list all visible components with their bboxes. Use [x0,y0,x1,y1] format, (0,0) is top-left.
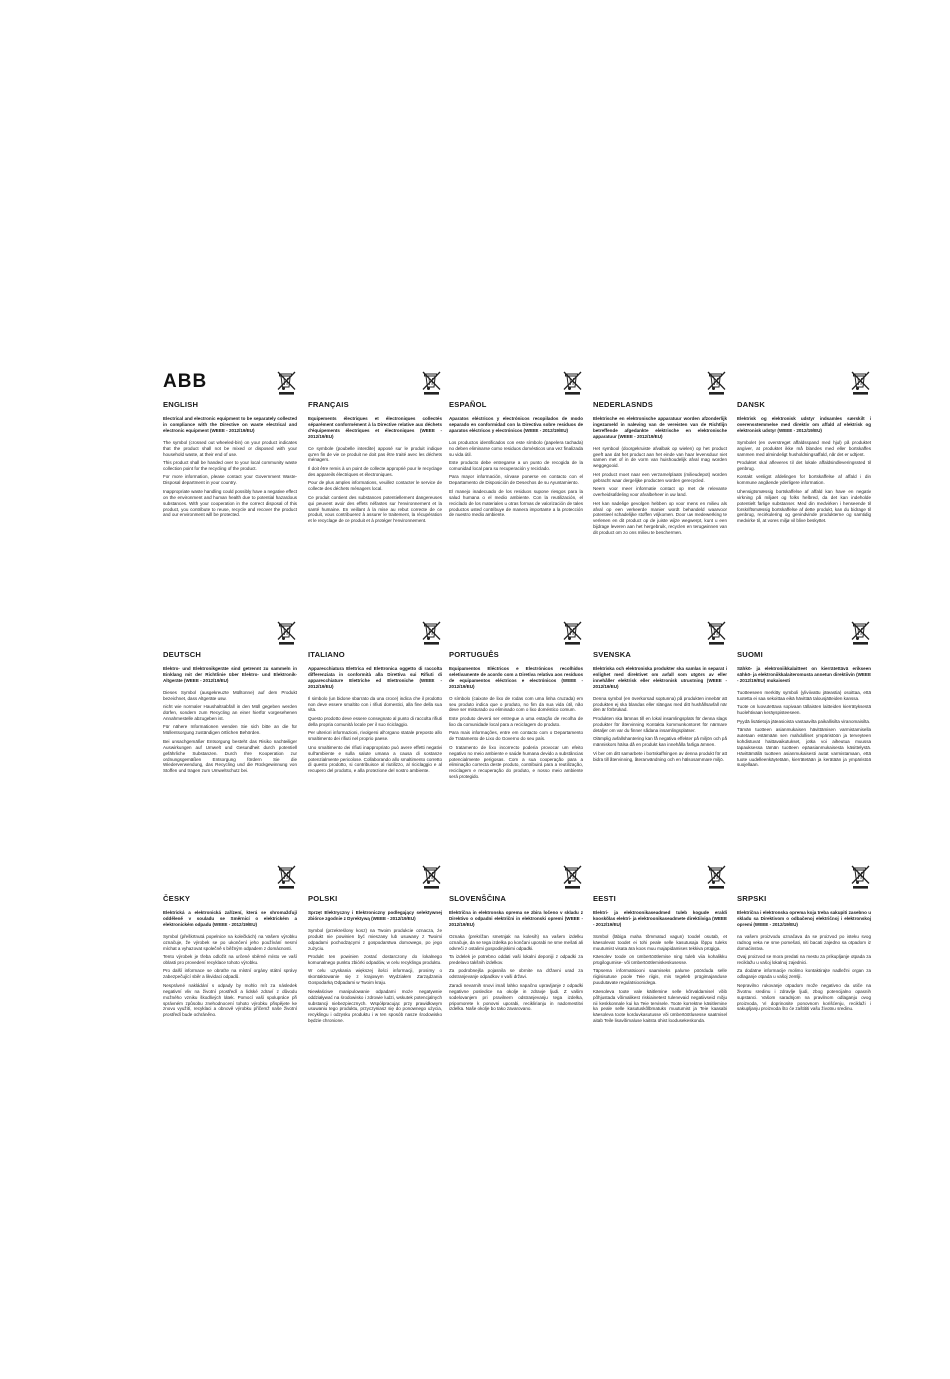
crossed-wheelie-bin-icon [276,864,298,890]
crossed-wheelie-bin-icon [706,370,728,396]
section-body [163,910,297,1021]
crossed-wheelie-bin-icon [706,864,728,890]
crossed-wheelie-bin-icon [276,620,298,646]
section-body [593,416,727,539]
language-heading: DEUTSCH [163,650,202,659]
directive-lead: Electrical and electronic equipment to be separately collected in compliance with the Directive on waste electrical and electronic equipment (WEEE - 2012/19/EU) [163,416,297,433]
language-heading: SUOMI [737,650,763,659]
section-body [308,666,442,777]
directive-lead: Sähkö- ja elektroniikkalaitteet on kierrätettävä erikseen sähkö- ja elektroniikkalaiteromusta annetun direktiivin (WEEE - 2012/19/EU) mukaisesti [737,666,871,683]
paragraph: El manejo inadecuado de los residuos supone riesgos para la salud humana o el medio ambiente. Con la reutilización, el reciclado de los materiales u otras formas de valorización de tales productos usted contribuye de manera importante a la protección de nuestro medio ambiente. [449,488,583,518]
paragraph: Nesprávné nakládání s odpady by mohlo mít za následek negativní vliv na životní prostředí a lidské zdraví z důvodu možného vzniku škodlivých látek. Pomocí vaší spolupráce při správném způsobu znehodnocení tohoto výrobku přispějete ke znovu využití, recyklaci a obnově výrobku přičemž naše životní prostředí bude ochráněno. [163,982,297,1018]
directive-lead: Elektrisk og elektronisk udstyr indsamles særskilt i overensstemmelse med direktiv om affald af elektrisk og elektronisk udstyr (WEEE - 2012/19/EU) [737,416,871,433]
directive-lead: Elektri- ja elektroonikaseadmed tuleb kogude eraldi kooskõlas elektri- ja elektroonikaseadmete direktiiviga (WEEE - 2012/19/EU) [593,910,727,927]
paragraph: Pyydä lisätietoja jäteasioista vastaavilta paikallisilta viranomaisilta. [737,718,871,724]
crossed-wheelie-bin-icon [562,620,584,646]
paragraph: The symbol (crossed out wheeled-bin) on your product indicates that the product shall not be mixed or disposed with your household waste, at their end of use. [163,439,297,457]
paragraph: Tämän tuotteen asianmukaisen hävittämisen varmistamisella autetaan estämään sen mahdolliset ympäristöön ja terveyteen kohdistuvat haittavaikutukset, jotka voi aiheutua muussa tapauksessa tämän tuotteen epäasianmukaisesta käsittelystä. Hävittämällä tuotteen asianmukaisesti autat varmistamaan, että tuote uudelleenkäytetään, kierrätetään ja kerätään ja ympäristöä suojellaan. [737,727,871,768]
paragraph: Questo prodotto deve essere consegnato al punto di raccolta rifiuti della propria comunità locale per il suo riciclaggio. [308,715,442,727]
paragraph: Het symbool (doorgekruiste afvalbak op wielen) op het product geeft aan dat het product aan het einde van haar levensduur niet samen met of in de vorm van huishoudelijk afval mag worden weggegooid. [593,445,727,469]
paragraph: Tuotteeseen merkitty symboli (yliviivattu jäteastia) osoittaa, että tuotetta ei saa sekoittaa eikä hävittää talousjätteiden kanssa. [737,689,871,701]
paragraph: For more information, please contact your Government Waste-Disposal department in your country. [163,474,297,486]
paragraph: Los productos identificados con este símbolo (papelera tachada) no deben eliminarse como residuos domésticos una vez finalizada su vida útil. [449,439,583,457]
paragraph: Produkten ska lämnas till en lokal insamlingsplats för denna slags produkter för återvinning Kontakta kommunkontoret för närmare detaljer om var du finner sådana insamlingsplatser. [593,715,727,733]
abb-logo: ABB [163,371,208,392]
language-heading: ESPAÑOL [449,400,487,409]
language-heading: SLOVENŠČINA [449,894,507,903]
directive-lead: Električna i elektronska oprema koja treba sakupiti zasebno u skladu sa Direktivom o odbačenoj električnoj i elektronskoj opremi (WEEE - 2012/19/EU) [737,910,871,927]
paragraph: Ta izdelek je potrebno oddati vaši lokalni deponiji z odpadki za predelavo takšnih izdelkov. [449,954,583,965]
paragraph: Tento výrobek je třeba odložit na určené sběrné místo ve vaší oblasti pro provedení recyklace tohoto výrobku. [163,954,297,965]
paragraph: Oznaka (prekrižan smetnjak na kolesih) na vašem izdelku označuje, da se tega izdelka po končani uporabi ne sme mešati ali odvreči z ostalimi gospodinjskimi odpadki. [449,933,583,951]
section-body [449,416,583,521]
paragraph: Produktet skal afleveres til det lokale affaldsindleveringssted til genbrug. [737,460,871,471]
directive-lead: Elektriska och elektroniska produkter ska samlas in separat i enlighet med direktivet om avfall som utgörs av eller innehåller elektrisk eller elektronisk utrustning (WEEE - 2012/19/EU) [593,666,727,689]
paragraph: Vi ber om ditt samarbete i bortskaffningen av denna produkt för att bidra till återvinning, återanvändning och en hälsosammare miljö. [593,750,727,762]
language-heading: FRANÇAIS [308,400,349,409]
paragraph: Bei unsachgemäßer Entsorgung besteht das Risiko nachteiliger Auswirkungen auf Umwelt und Gesundheit durch potentiell gefährliche Substanzen. Durch Ihre Kooperation zur ordnungsgemäßen Entsorgung fördern Sie die Wiederverwendung, das Recycling und die Rückgewinnung von Stoffen und tragen zum Umweltschutz bei. [163,738,297,774]
section-body [593,666,727,765]
paragraph: Symbol (przekreślony kosz) na Twoim produkcie oznacza, że produkt nie powinien być mieszany lub usuwany z Twoimi odpadami pochodzącymi z gospodarstwa domowego, po jego zużyciu. [308,927,442,951]
paragraph: Para mayor información, sírvase ponerse en contacto con el Departamento de Disposición de Desechos de su Ayuntamiento. [449,474,583,486]
paragraph: Ce symbole (poubelle interdite) apposé sur le produit indique qu'en fin de vie ce produit ne doit pas être traité avec les déchets ménagers. [308,445,442,463]
paragraph: Käesoleva toote vale käitlemine selle kõrvaldamisel võib põhjustada võimalikest riskiainetest tulenevaid negatiivseid mõju nii keskkonnale kui ka Teie tervisele. Toote korrektne käsitlemine ka peale selle kasutuskõlbmatuks muutumist ja Teie kaasabi käesoleva toote korduvkasutusse või ümbertöötlusesse saatmisel aitab Teile lisavõimaluse kaitsta ühist loodusekeskonda. [593,988,727,1024]
paragraph: Za dodatne informacije molimo kontaktirajte nadležni organ za odlaganje otpada u vašoj zemlji. [737,968,871,980]
language-heading: DANSK [737,400,766,409]
section-body [449,910,583,1015]
section-body [737,416,871,527]
paragraph: Il doit être remis à un point de collecte approprié pour le recyclage des appareils électriques et électroniques. [308,465,442,477]
crossed-wheelie-bin-icon [276,370,298,396]
paragraph: Uno smaltimento dei rifiuti inappropriato può avere effetti negativi sull'ambiente e sulla salute umana a causa di sostanze potenzialmente pericolose. Collaborando allo smaltimento corretto di questo prodotto, si contribuisce al riutilizzo, al riciclaggio e al recupero del prodotto, e alla protezione del nostro ambiente. [308,744,442,774]
language-heading: SVENSKA [593,650,632,659]
directive-lead: Apparecchiatura Elettrica ed Elettronica oggetto di raccolta differenziata in conformità alla Direttiva sui Rifiuti di apparecchiature Elettriche ed Elettroniche (WEEE - 2012/19/EU) [308,666,442,689]
paragraph: Het kan nadelige gevolgen hebben op voor mens en milieu als afval op een verkeerde manier wordt behandeld waarvoor potentieel schadelijke stoffen vrijkomen. Door uw medewerking te verlenen en dit product op de juiste wijze wegwerpt, kunt u een bijdrage leveren aan het hergebruik, recyclen en terugwinnen van dit product om zo ons milieu te beschermen. [593,500,727,536]
directive-lead: Električna in elektronska oprema se zbira ločeno v skladu z Direktivo o odpadni električni in elektronski opremi (WEEE - 2012/19/EU) [449,910,583,927]
paragraph: Tuote on luovutettava sopivaan tällaisten laitteiden kierrätyksestä huolehtivaan keräyspisteeseen. [737,704,871,716]
crossed-wheelie-bin-icon [850,864,872,890]
directive-lead: Equipements électriques et électroniques collectés séparément conformément à la Directive relative aux déchets d'équipements électriques et électroniques (WEEE - 2012/19/EU) [308,416,442,439]
paragraph: Olämplig avfallshantering kan få negativa effekter på miljön och på människors hälsa då en produkt kan innehålla farliga ämnen. [593,736,727,748]
section-body [449,666,583,783]
paragraph: Za podrobnejša pojasnila se obrnite na državni urad za odstranjevanje odpadkov v vaši državi. [449,968,583,980]
directive-lead: Sprzęt Elektryczny i Elektroniczny podlegający selektywnej zbiórce zgodnie z Dyrektywą (WEEE - 2012/19/EU) [308,910,442,921]
section-body [163,666,297,777]
paragraph: Dieses Symbol (ausgekreuzte Mülltonne) auf dem Produkt bezeichnet, dass Altgeräte usw. [163,689,297,701]
paragraph: Pro další informace se obraťte na místní orgány státní správy zabezpečující sběr a likvidaci odpadů. [163,968,297,980]
section-body [308,416,442,527]
paragraph: Para mais informações, entre em contacto com o Departamento de Tratamento de Lixo do Governo do seu país. [449,730,583,742]
crossed-wheelie-bin-icon [706,620,728,646]
directive-lead: Elektrische en elektronische apparatuur worden afzonderlijk ingezameld in naleving van de vereisten van de Richtlijn betreffende afgedankte elektrische en elektronische apparatuur (WEEE - 2012/19/EU) [593,416,727,439]
paragraph: Niewłaściwe manipulowanie odpadami może negatywnie oddziaływać na środowisko i zdrowie ludzi, wskutek potencjalnych substancji niebezpiecznych. Współpracując przy prawidłowym usuwaniu tego produktu, przyczyniasz się do ponownego użycia, recyklingu i odzysku produktu i w ten sposób nasze środowisko będzie chronione. [308,988,442,1024]
directive-lead: Equipamentos Eléctricos e Electrónicos recolhidos seletivamente de acordo com a Diretiva relativa aos resíduos de equipamentos eléctricos e electrónicos (WEEE - 2012/19/EU) [449,666,583,689]
paragraph: Denna symbol (en överkorsad soptunna) på produkten innebär att produkten ej ska blandas eller slängas med ditt hushållsavfall när den är förbrukad. [593,695,727,713]
language-heading: EESTI [593,894,616,903]
paragraph: Neem voor meer informatie contact op met de relevante overheidsafdeling voor afvalbeheer in uw land. [593,486,727,498]
directive-lead: Elektro- und Elektronikgeräte sind getrennt zu sammeln in Einklang mit der Richtlinie über Elektro- und Elektronik-Altgeräte (WEEE - 2012/19/EU) [163,666,297,683]
crossed-wheelie-bin-icon [850,370,872,396]
directive-lead: Elektrická a elektronická zařízení, která se shromažďují odděleně v souladu se Směrnicí o elektrickém a elektronickém odpadu (WEEE - 2012/19/EU) [163,910,297,927]
paragraph: Produkt ten powinien zostać dostarczony do lokalnego komunalnego punktu zbiórki odpadów, w celu recyklingu produktu. [308,954,442,965]
paragraph: Inappropriate waste handling could possibly have a negative effect on the environment and human health due to potential hazardous substances. With your cooperation in the correct disposal of this product, you contribute to reuse, recycle and recover the product and our environment will be protected. [163,488,297,518]
language-heading: ENGLISH [163,400,199,409]
paragraph: O tratamento de lixo incorrecto poderia provocar um efeito negativo no meio ambiente e saúde humana devido a substâncias potencialmente perigosas. Com a sua cooperação para a eliminação correcta deste produto, contribuirá para a reutilização, reciclagem e recuperação do produto, e nosso meio ambiente será protegido. [449,744,583,780]
crossed-wheelie-bin-icon [421,864,443,890]
paragraph: Este producto debe entregarse a un punto de recogida de la comunidad local para su recuperación y reciclado. [449,460,583,471]
crossed-wheelie-bin-icon [421,620,443,646]
paragraph: Täpsema informatsiooni saamiseks palume pöörduda selle riigisisutuse poole Teie riigis, mis tegeleb prügimajanduse puudutavate regulatsioonidega. [593,968,727,986]
section-body [593,910,727,1027]
section-body [737,666,871,771]
paragraph: Este produto deverá ser entregue a uma estação de recolha de lixo da comunidade local para a reciclagem do produto. [449,715,583,727]
paragraph: W celu uzyskania większej ilości informacji, prosimy o skontaktowanie się z krajowym Wydziałem Zarządzania Gospodarką Odpadami w Twoim kraju. [308,968,442,986]
paragraph: Per ulteriori informazioni, rivolgersi all'organo statale preposto allo smaltimento dei rifiuti nel proprio paese. [308,730,442,742]
paragraph: Symbolet (en overstreget affaldsspand med hjul) på produktet angiver, at produktet ikke må blandes med eller bortskaffes sammen med almindeligt husholdningsaffald, når det er udtjent. [737,439,871,457]
paragraph: nicht wie normaler Haushaltsabfall in den Müll gegeben werden dürfen, sondern zum Recycling an einer hierfür vorgesehenen Annahmestelle abzugeben ist. [163,704,297,721]
crossed-wheelie-bin-icon [850,620,872,646]
paragraph: Zaradi nevarnih snovi imaš lahko napačno upravljanje z odpadki negativne posledice na okolje in zdravje ljudi. Z vašim sodelovanjem pri pravilnem odstranjevanju tega izdelka, pripomorete k ponovni uporabi, reciklirianju in nadomestitvi izdelka. Naše okolje bo tako zavarovano. [449,982,583,1012]
language-heading: ČESKY [163,894,191,903]
paragraph: Il simbolo (un bidone sbarrato da una croce) indica che il prodotto non deve essere smaltito con i rifiuti domestici, alla fine della sua vita. [308,695,442,713]
paragraph: Für nähere Informationen wenden Sie sich bitte an die für Müllentsorgung zuständigen örtlichen Behörden. [163,724,297,736]
language-heading: SRPSKI [737,894,767,903]
paragraph: Het product moet naar een verzamelplaats (milieudepot) worden gebracht waar dergelijke producten worden gerecycled. [593,471,727,483]
paragraph: Ce produit contient des substances potentiellement dangereuses qui peuvent avoir des effets néfastes sur l'environnement et la santé humaine. En veillant à la mise au rebut correcte de ce produit, vous contribuerez à assurer le traitement, la récupération et le recyclage de ce produit et à protéger l'environnement. [308,494,442,524]
paragraph: na vašem proizvodu označava da se proizvod po isteku svog radnog veka ne sme pomešati, niti bacati zajedno sa otpadom iz domaćinstva. [737,933,871,951]
paragraph: Ovaj proizvod se mora predati na mestu za prikupljanje otpada za reciklažu u vašoj lokalnoj zajednici. [737,954,871,965]
section-body [737,910,871,1015]
language-heading: POLSKI [308,894,338,903]
directive-lead: Aparatos eléctricos y electrónicos recopilados de modo separado en conformidad con la Directiva sobre residuos de aparatos eléctricos y electrónicos (WEEE - 2012/19/EU) [449,416,583,433]
language-heading: PORTUGUÊS [449,650,499,659]
paragraph: Uhensigtsmæssig bortskaffelse af affald kan have en negativ virkning på miljøet og folks helbred, da det kan indeholde potentielt farlige substanser. Med din medvirken i henseende til forskriftsmæssig bortskaffelse af dette produkt, kan du bidrage til genbrug, recirkulering og genindvinde produkterne og samtidig medvirke til, at vores miljø vil blive beskyttet. [737,488,871,524]
crossed-wheelie-bin-icon [562,370,584,396]
paragraph: Käesolev toode on ümbertöötlemise ning tuleb viia kohalikku prügilogumise- või ümbertöötlemiskeskusesse. [593,954,727,965]
paragraph: O símbolo (caixote de lixo de rodas com uma linha cruzada) em seu produto indica que o produto, no fim da sua vida útil, não deve ser misturado ou eliminado com o lixo doméstico comum. [449,695,583,713]
language-heading: ITALIANO [308,650,345,659]
crossed-wheelie-bin-icon [421,370,443,396]
paragraph: Symbol (přeškrtnutá popelnice na kolečkách) na Vašem výrobku označuje, že výrobek se po ukončení jeho používání nesmí míchat a vyhazovat společně s běžným odpadem z domácnosti. [163,933,297,951]
paragraph: Pour de plus amples informations, veuillez contacter le service de collecte des déchets ménagers local. [308,480,442,492]
paragraph: Nepravilno rukovanje otpadom može negativno da utiče na životnu sredinu i zdravlje ljudi, zbog potencijalno opasnih supstanci. Vašom saradnjom na pravilnom odlaganju ovog proizvoda, Vi doprinosite ponovnom korišćenju, reciklaži i sakupljanju proizvoda što će zaštititi vašu životnu sredinu. [737,982,871,1012]
section-body [163,416,297,521]
paragraph: This product shall be handed over to your local community waste collection point for the recycling of the product. [163,460,297,471]
section-body [308,910,442,1027]
paragraph: Kontakt venligst afdelingen for bortskaffelse af affald i din kommune angående yderligere information. [737,474,871,486]
language-heading: NEDERLASNDS [593,400,654,409]
crossed-wheelie-bin-icon [562,864,584,890]
paragraph: Sümbol (läbiga maha tõmmatud vagun) toodel osutab, et käesolevat toodet ei tohi peale selle kasutusaja lõppu tuleks muutumist visata ära koos muu majapidamises tekkiva prügiga. [593,933,727,951]
